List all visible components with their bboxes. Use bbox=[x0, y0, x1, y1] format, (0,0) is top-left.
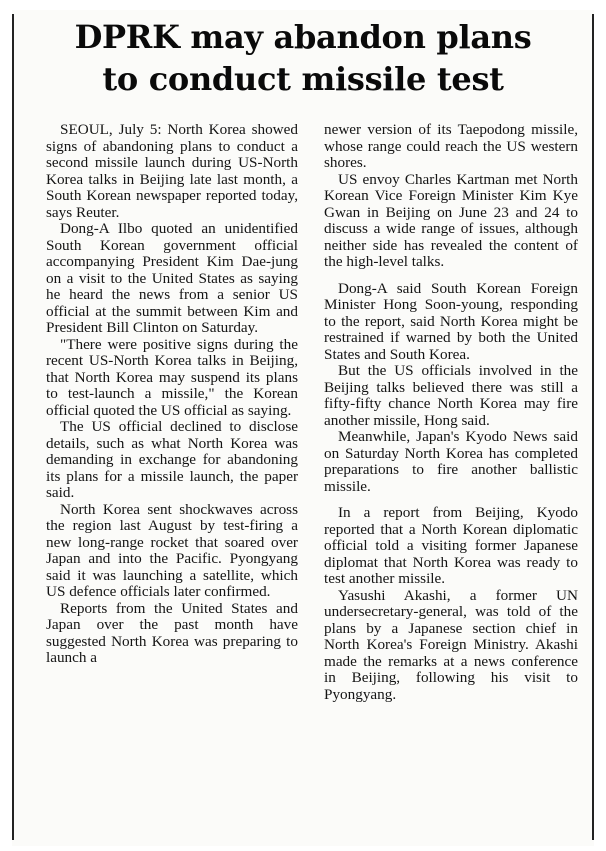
paragraph: The US official declined to disclose details, such as what North Korea was demanding in exchange for abandoning its plans for a missile launch, the paper said. bbox=[46, 418, 298, 501]
paragraph: SEOUL, July 5: North Korea showed signs of abandoning plans to conduct a second missile launch during US-North Korea talks in Beijing late last month, a South Korean newspaper reported today, says Reuter. bbox=[46, 121, 298, 221]
headline bbox=[20, 16, 586, 100]
left-column bbox=[46, 122, 298, 667]
paragraph: North Korea sent shockwaves across the region last August by test-firing a new long-range rocket that soared over Japan and into the Pacific. Pyongyang said it was launching a satellite, which US defence officials later confirmed. bbox=[46, 500, 298, 600]
paragraph: newer version of its Taepodong missile, whose range could reach the US western shores. bbox=[324, 121, 578, 171]
paragraph: But the US officials involved in the Beijing talks believed there was still a fifty-fifty chance North Korea may fire another missile, Hong said. bbox=[324, 362, 578, 429]
paragraph: Dong-A Ilbo quoted an unidentified South Korean government official accompanying President Kim Dae-jung on a visit to the United States as saying he heard the news from a senior US official at the summit between Kim and President Bill Clinton on Saturday. bbox=[46, 220, 298, 336]
paragraph: In a report from Beijing, Kyodo reported that a North Korean diplomatic official told a visiting former Japanese diplomat that North Korea was ready to test another missile. bbox=[324, 504, 578, 587]
paragraph: Meanwhile, Japan's Kyodo News said on Saturday North Korea has completed preparations to fire another ballistic missile. bbox=[324, 428, 578, 495]
paragraph: Dong-A said South Korean Foreign Minister Hong Soon-young, responding to the report, said North Korea might be restrained if warned by both the United States and South Korea. bbox=[324, 279, 578, 363]
left-column-rule bbox=[12, 14, 14, 840]
right-column-rule bbox=[592, 14, 594, 840]
headline-line-2: to conduct missile test bbox=[102, 60, 504, 98]
paragraph: US envoy Charles Kartman met North Korean Vice Foreign Minister Kim Kye Gwan in Beijing on June 23 and 24 to discuss a wide range of issues, although neither side has revealed the content of the high-level talks. bbox=[324, 170, 578, 270]
headline-line-1: DPRK may abandon plans bbox=[74, 18, 532, 56]
paragraph: Yasushi Akashi, a former UN undersecretary-general, was told of the plans by a Japanese section chief in North Korea's Foreign Ministry. Akashi made the remarks at a news conference in Beijing, following his visit to Pyongyang. bbox=[324, 586, 578, 703]
right-column bbox=[324, 122, 578, 703]
paragraph: Reports from the United States and Japan over the past month have suggested North Korea was preparing to launch a bbox=[46, 599, 298, 666]
paragraph: "There were positive signs during the recent US-North Korea talks in Beijing, that North Korea may suspend its plans to test-launch a missile," the Korean official quoted the US official as saying. bbox=[46, 335, 298, 419]
